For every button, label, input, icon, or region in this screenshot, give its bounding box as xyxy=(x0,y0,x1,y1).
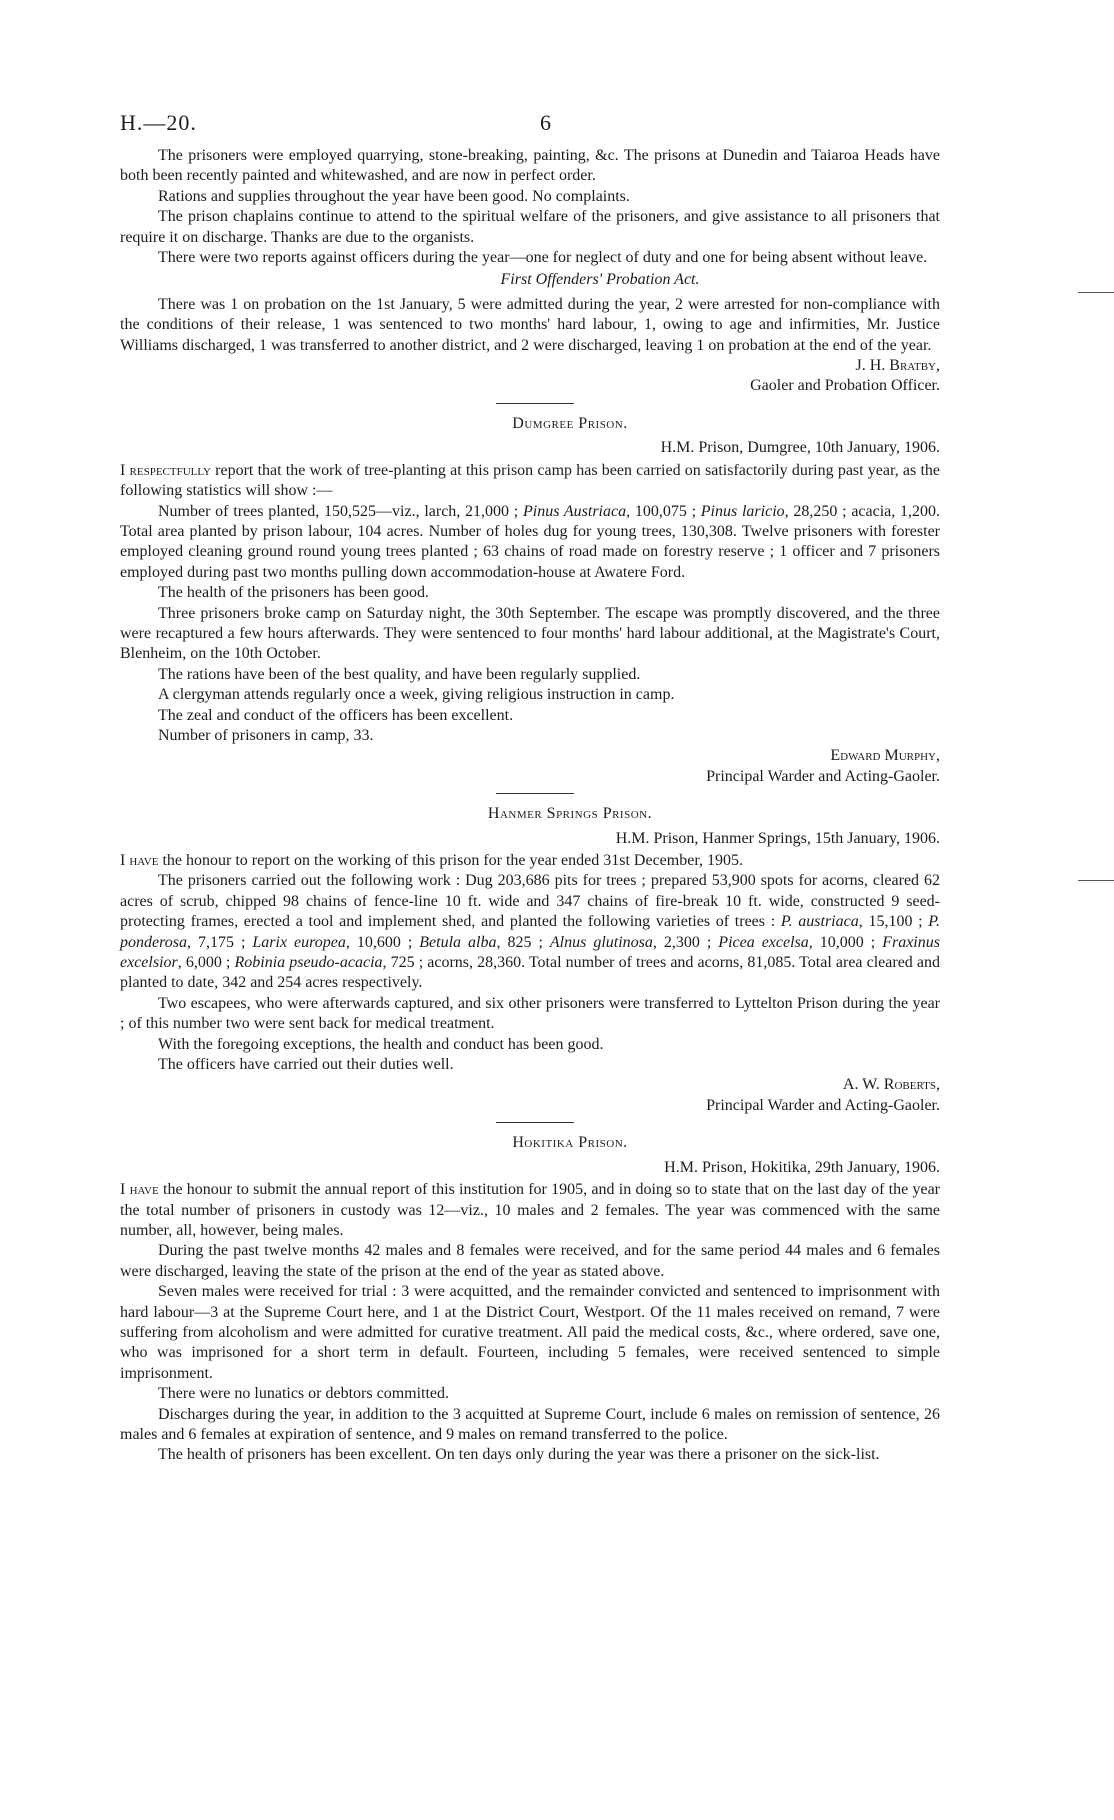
text-run: , 100,075 ; xyxy=(626,502,701,520)
section-title: Dumgree Prison. xyxy=(512,414,628,432)
margin-mark xyxy=(1078,880,1114,881)
page-number: 6 xyxy=(540,110,551,135)
paragraph xyxy=(120,1180,940,1241)
paragraph-text: the honour to report on the working of this prison for the year ended 31st December, 1905. xyxy=(158,852,744,869)
signatory-name: A. W. Roberts, xyxy=(842,1076,940,1094)
text-run: , 2,300 ; xyxy=(652,933,719,951)
species-name: Betula alba xyxy=(419,933,497,951)
dateline: H.M. Prison, Dumgree, 10th January, 1906. xyxy=(660,439,940,457)
paragraph: Number of prisoners in camp, 33. xyxy=(158,726,374,744)
paragraph: The health of prisoners has been excellent. On ten days only during the year was there a prisoner on the sick-list. xyxy=(158,1446,880,1464)
species-name: Fraxinus excelsior xyxy=(120,933,940,972)
species-name: P. austriaca xyxy=(780,913,859,931)
species-name: Robinia pseudo-acacia xyxy=(234,954,383,972)
paragraph: There were two reports against officers during the year—one for neglect of duty and one for being absent without leave. xyxy=(158,249,928,267)
text-run: , 10,000 ; xyxy=(808,933,883,951)
paragraph: The prison chaplains continue to attend to the spiritual welfare of the prisoners, and give assistance to all prisoners that require it on discharge. Thanks are due to the organists. xyxy=(120,208,940,246)
paragraph: The rations have been of the best quality, and have been regularly supplied. xyxy=(158,665,641,683)
paragraph: Discharges during the year, in addition to the 3 acquitted at Supreme Court, include 6 males on remission of sentence, 26 males and 6 females at expiration of sentence, and 9 males on remand transferred to the police. xyxy=(120,1405,940,1443)
page-header xyxy=(120,110,940,146)
signature-block xyxy=(120,1075,940,1116)
species-name: P. ponderosa xyxy=(120,913,941,951)
signatory-name: Edward Murphy, xyxy=(830,747,940,765)
paragraph: The health of the prisoners has been good. xyxy=(158,584,430,602)
signatory-title: Principal Warder and Acting-Gaoler. xyxy=(706,1096,940,1114)
text-run: The prisoners carried out the following work : Dug 203,686 pits for trees ; prepared 53,900 spots for acorns, cleared 62 acres of scrub, chipped 98 chains of fence-line 10 ft. wide and 347 chains of fire-break 10 ft. wide, constructed 9 seed-protecting frames, erected a tool and implement shed, and planted the following varieties of trees : xyxy=(120,872,940,931)
text-run: , 10,600 ; xyxy=(345,933,420,951)
text-run: , 7,175 ; xyxy=(186,933,253,951)
paragraph xyxy=(120,502,940,584)
paragraph: Seven males were received for trial : 3 were acquitted, and the remainder convicted and sentenced to imprisonment with hard labour—3 at the Supreme Court here, and 1 at the District Court, Westport. Of the 11 males received on remand, 7 were suffering from alcoholism and were admitted for curative treatment. All paid the medical costs, &c., where ordered, save one, who was imprisoned for a short term in default. Fourteen, including 5 females, were received sentenced to simple imprisonment. xyxy=(120,1283,940,1382)
opening-words: I respectfully xyxy=(120,461,211,479)
document-reference: H.—20. xyxy=(120,110,197,135)
dateline: H.M. Prison, Hanmer Springs, 15th January, 1906. xyxy=(615,829,940,847)
paragraph: With the foregoing exceptions, the health and conduct has been good. xyxy=(158,1035,604,1053)
section-divider xyxy=(496,1122,574,1123)
paragraph: Rations and supplies throughout the year have been good. No complaints. xyxy=(158,187,630,205)
signatory-title: Principal Warder and Acting-Gaoler. xyxy=(706,767,940,785)
paragraph-text: report that the work of tree-planting at this prison camp has been carried on satisfactorily during past year, as the following statistics will show :— xyxy=(120,461,940,500)
text-run: , 825 ; xyxy=(496,933,550,951)
section-subheading: First Offenders' Probation Act. xyxy=(500,271,700,289)
paragraph xyxy=(120,871,940,993)
text-run: Number of trees planted, 150,525—viz., larch, 21,000 ; xyxy=(158,502,523,520)
paragraph xyxy=(120,461,940,502)
paragraph: The zeal and conduct of the officers has been excellent. xyxy=(158,706,514,724)
signature-block xyxy=(120,746,940,787)
document-page xyxy=(120,110,940,1466)
section-title: Hanmer Springs Prison. xyxy=(487,805,653,823)
dateline: H.M. Prison, Hokitika, 29th January, 1906. xyxy=(664,1158,940,1176)
section-divider xyxy=(496,793,574,794)
section-title: Hokitika Prison. xyxy=(512,1134,628,1152)
paragraph-text: the honour to submit the annual report of this institution for 1905, and in doing so to state that on the last day of the year the total number of prisoners in custody was 12—viz., 10 males and 2 females. The year was commenced with the same number, all, however, being males. xyxy=(120,1181,941,1239)
text-run: , 725 ; acorns, 28,360. Total number of trees and acorns, 81,085. Total area cleared and planted to date, 342 and 254 acres respectively. xyxy=(120,954,940,992)
paragraph: The officers have carried out their duties well. xyxy=(158,1056,454,1074)
margin-mark xyxy=(1078,292,1114,293)
paragraph: A clergyman attends regularly once a week, giving religious instruction in camp. xyxy=(158,686,675,704)
paragraph: There was 1 on probation on the 1st January, 5 were admitted during the year, 2 were arrested for non-compliance with the conditions of their release, 1 was sentenced to two months' hard labour, 1, owing to age and infirmities, Mr. Justice Williams discharged, 1 was transferred to another district, and 2 were discharged, leaving 1 on probation at the end of the year. xyxy=(120,295,940,354)
paragraph: The prisoners were employed quarrying, stone-breaking, painting, &c. The prisons at Dunedin and Taiaroa Heads have both been recently painted and whitewashed, and are now in perfect order. xyxy=(120,147,940,185)
species-name: Pinus Austriaca xyxy=(522,502,627,520)
section-divider xyxy=(496,403,574,404)
signatory-name: J. H. Bratby, xyxy=(855,357,940,375)
paragraph xyxy=(120,851,940,871)
species-name: Pinus laricio xyxy=(700,502,785,520)
signature-block xyxy=(120,356,940,397)
signatory-title: Gaoler and Probation Officer. xyxy=(750,377,940,395)
text-run: , 6,000 ; xyxy=(177,954,235,972)
text-run: , 15,100 ; xyxy=(858,913,929,931)
opening-words: I have xyxy=(120,1181,159,1199)
species-name: Picea excelsa xyxy=(718,933,809,951)
paragraph: Three prisoners broke camp on Saturday night, the 30th September. The escape was promptly discovered, and the three were recaptured a few hours afterwards. They were sentenced to four months' hard labour additional, at the Magistrate's Court, Blenheim, on the 10th October. xyxy=(120,604,940,663)
opening-words: I have xyxy=(120,852,159,869)
text-run: , 28,250 ; acacia, 1,200. Total area planted by prison labour, 104 acres. Number of holes dug for young trees, 130,308. Twelve prisoners with forester employed cleaning ground round young trees planted ; 63 chains of road made on forestry reserve ; 1 officer and 7 prisoners employed during past two months pulling down accommodation-house at Awatere Ford. xyxy=(120,502,941,581)
paragraph: During the past twelve months 42 males and 8 females were received, and for the same period 44 males and 6 females were discharged, leaving the state of the prison at the end of the year as stated above. xyxy=(120,1242,940,1280)
paragraph: There were no lunatics or debtors committed. xyxy=(158,1385,450,1403)
species-name: Larix europea xyxy=(252,933,346,951)
document-body xyxy=(120,146,940,1466)
species-name: Alnus glutinosa xyxy=(549,933,653,951)
paragraph: Two escapees, who were afterwards captured, and six other prisoners were transferred to Lyttelton Prison during the year ; of this number two were sent back for medical treatment. xyxy=(120,994,940,1033)
